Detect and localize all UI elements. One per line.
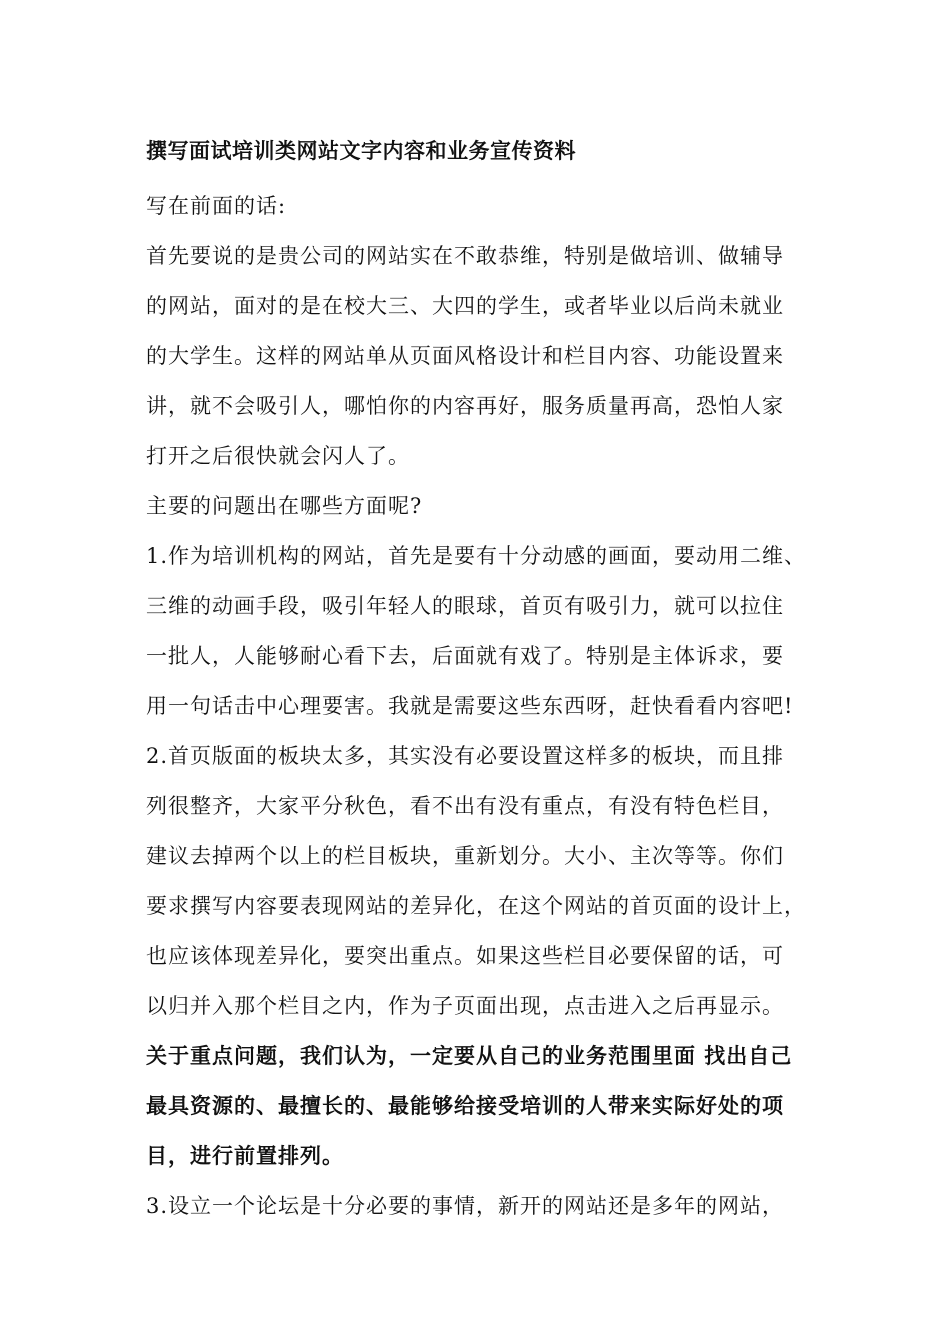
text-line: 首先要说的是贵公司的网站实在不敢恭维，特别是做培训、做辅导 (146, 244, 784, 268)
text-line: 的大学生。这样的网站单从页面风格设计和栏目内容、功能设置来 (146, 344, 784, 368)
text-line: 3.设立一个论坛是十分必要的事情，新开的网站还是多年的网站， (146, 1194, 785, 1218)
text-line: 写在前面的话: (146, 194, 287, 218)
text-line: 以归并入那个栏目之内，作为子页面出现，点击进入之后再显示。 (146, 994, 784, 1018)
paragraph-lines (146, 181, 836, 1231)
text-line: 也应该体现差异化，要突出重点。如果这些栏目必要保留的话，可 (146, 944, 784, 968)
text-line: 最具资源的、最擅长的、最能够给接受培训的人带来实际好处的项 (146, 1093, 784, 1118)
text-line: 建议去掉两个以上的栏目板块，重新划分。大小、主次等等。你们 (146, 844, 784, 868)
text-line: 一批人，人能够耐心看下去，后面就有戏了。特别是主体诉求，要 (146, 644, 784, 668)
text-line: 的网站，面对的是在校大三、大四的学生，或者毕业以后尚未就业 (146, 294, 784, 318)
text-line: 关于重点问题，我们认为，一定要从自己的业务范围里面 找出自己 (146, 1043, 793, 1068)
text-line: 列很整齐，大家平分秋色，看不出有没有重点，有没有特色栏目， (146, 794, 784, 818)
document-body (146, 132, 836, 1231)
document-title: 撰写面试培训类网站文字内容和业务宣传资料 (146, 138, 576, 163)
text-line: 目，进行前置排列。 (146, 1143, 344, 1168)
text-line: 用一句话击中心理要害。我就是需要这些东西呀，赶快看看内容吧! (146, 694, 794, 718)
text-line: 三维的动画手段，吸引年轻人的眼球，首页有吸引力，就可以拉住 (146, 594, 784, 618)
text-line: 讲，就不会吸引人，哪怕你的内容再好，服务质量再高，恐怕人家 (146, 394, 784, 418)
text-line: 主要的问题出在哪些方面呢? (146, 494, 423, 518)
text-line: 要求撰写内容要表现网站的差异化，在这个网站的首页面的设计上， (146, 894, 806, 918)
text-line: 打开之后很快就会闪人了。 (146, 444, 410, 468)
text-line: 1.作为培训机构的网站，首先是要有十分动感的画面，要动用二维、 (146, 544, 807, 568)
text-line: 2.首页版面的板块太多，其实没有必要设置这样多的板块，而且排 (146, 744, 785, 768)
